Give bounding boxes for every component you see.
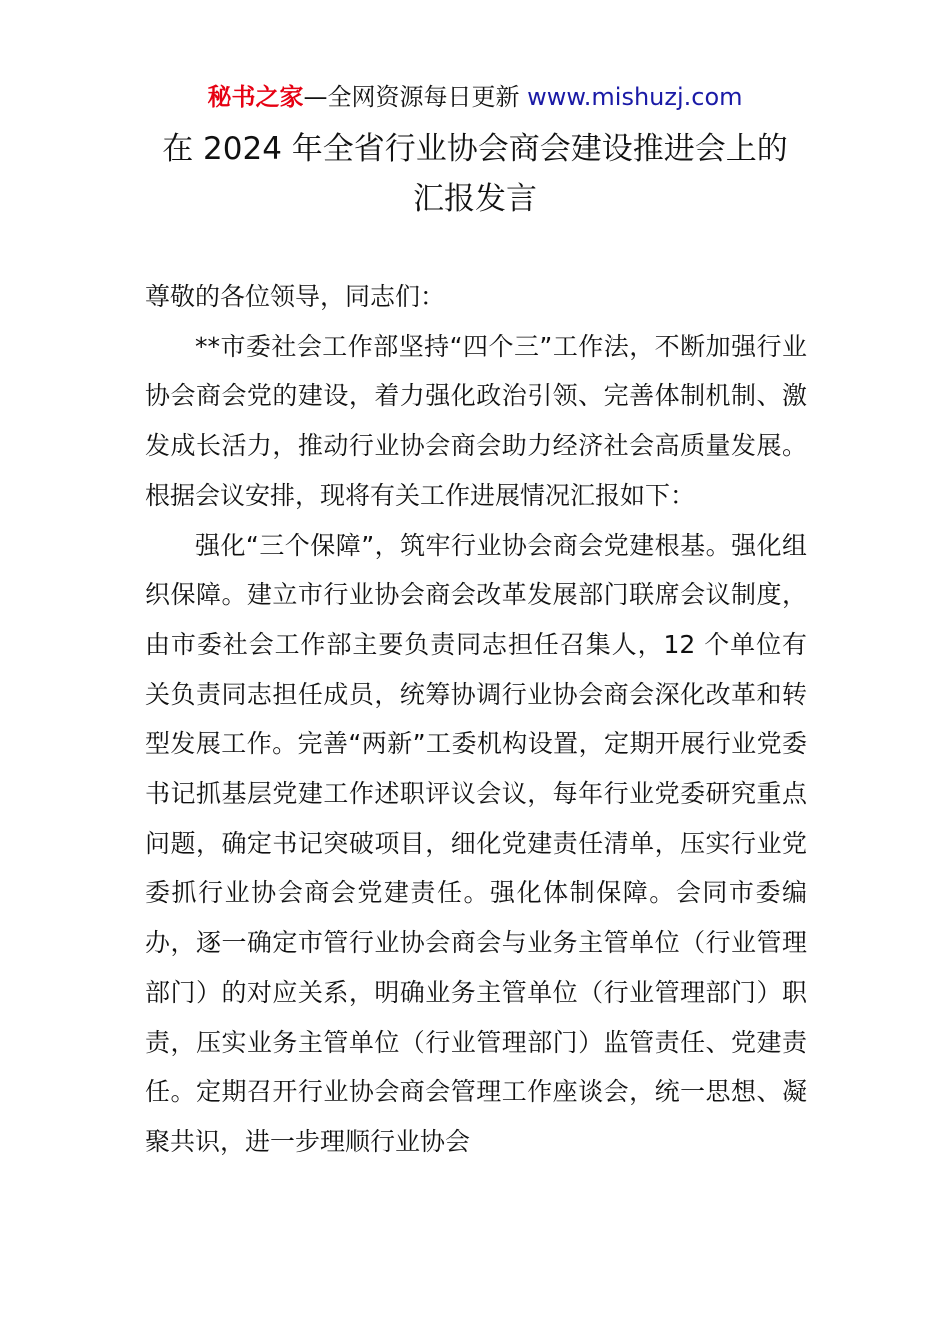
document-title — [0, 124, 950, 224]
title-line-1: 在 2024 年全省行业协会商会建设推进会上的 — [162, 131, 788, 167]
site-url[interactable]: www.mishuzj.com — [527, 83, 743, 111]
paragraph-three-guarantees: 强化“三个保障”，筑牢行业协会商会党建根基。强化组织保障。建立市行业协会商会改革发展部门联席会议制度，由市委社会工作部主要负责同志担任召集人，12 个单位有关负责同志担任成员，统筹协调行业协会商会深化改革和转型发展工作。完善“两新”工委机构设置，定期开展行业党委书记抓基层党建工作述职评议会议，每年行业党委研究重点问题，确定书记突破项目，细化党建责任清单，压实行业党委抓行业协会商会党建责任。强化体制保障。会同市委编办，逐一确定市管行业协会商会与业务主管单位（行业管理部门）的对应关系，明确业务主管单位（行业管理部门）职责，压实业务主管单位（行业管理部门）监管责任、党建责任。定期召开行业协会商会管理工作座谈会，统一思想、凝聚共识，进一步理顺行业协会 — [145, 530, 807, 1156]
title-line-2: 汇报发言 — [413, 181, 537, 217]
header-tagline: —全网资源每日更新 — [303, 83, 528, 111]
paragraph-intro: **市委社会工作部坚持“四个三”工作法，不断加强行业协会商会党的建设，着力强化政治引领、完善体制机制、激发成长活力，推动行业协会商会助力经济社会高质量发展。根据会议安排，现将有关工作进展情况汇报如下： — [145, 331, 807, 510]
site-header — [0, 82, 950, 112]
document-body — [145, 272, 807, 1167]
salutation: 尊敬的各位领导，同志们： — [145, 282, 446, 311]
brand-name: 秘书之家 — [207, 83, 304, 111]
